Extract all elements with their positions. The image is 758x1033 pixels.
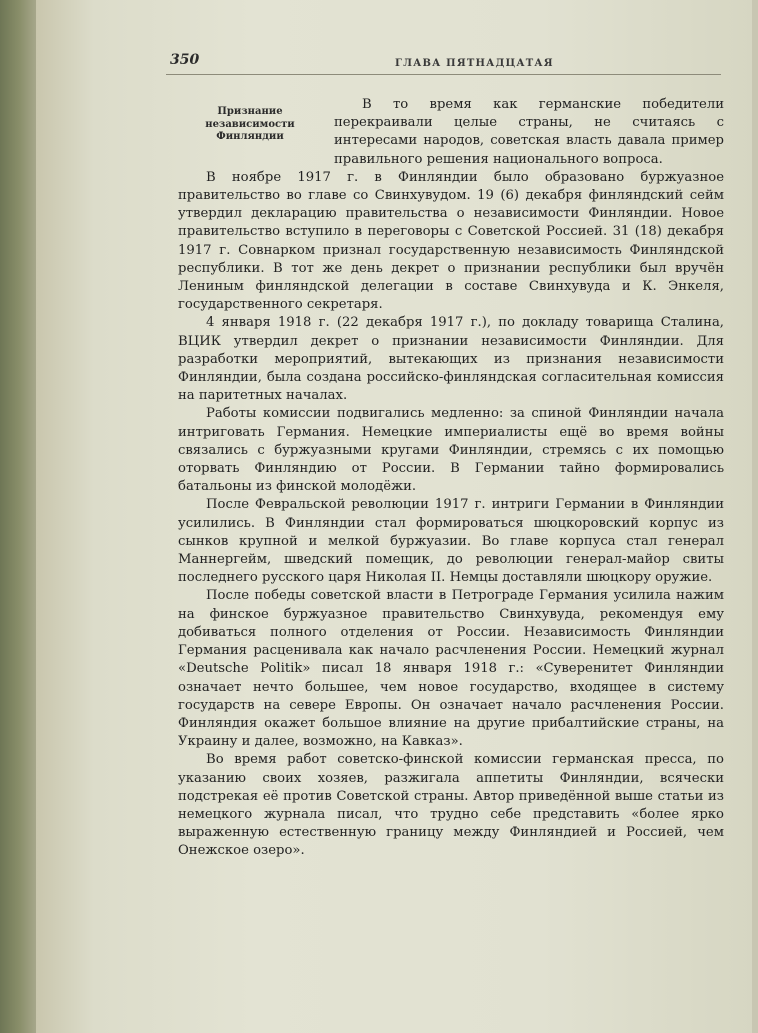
- margin-sidenote: Признание независимости Финляндии: [205, 106, 295, 142]
- sidenote-gap: [178, 96, 334, 167]
- body-text: [178, 96, 724, 861]
- paragraph: После победы советской власти в Петрограде Германия усилила нажим на финское буржуазное правительство Свинхувуда, рекомендуя ему добиваться полного отделения от России. Независимость Финляндии Германия расценивала как начало расчленения России. Немецкий журнал «Deutsche Politik» писал 18 января 1918 г.: «Суверенитет Финляндии означает нечто большее, чем новое государство, входящее в систему государств на севере Европы. Он означает начало расчленения России. Финляндия окажет большое влияние на другие прибалтийские страны, на Украину и далее, возможно, на Кавказ».: [178, 588, 724, 750]
- paragraph: В то время как германские победители перекраивали целые страны, не считаясь с интересами народов, советская власть давала пример правильного решения национального вопроса.: [334, 97, 724, 167]
- page-number: 350: [170, 52, 200, 68]
- paragraph: Работы комиссии подвигались медленно: за спиной Финляндии начала интриговать Германия. Немецкие империалисты ещё во время войны связались с буржуазными кругами Финляндии, стремясь с их помощью оторвать Финляндию от России. В Германии тайно формировались батальоны из финской молодёжи.: [178, 406, 724, 495]
- paragraph: В ноябре 1917 г. в Финляндии было образовано буржуазное правительство во главе со Свинхувудом. 19 (6) декабря финляндский сейм утвердил декларацию правительства о независимости Финляндии. Новое правительство вступило в переговоры с Советской Россией. 31 (18) декабря 1917 г. Совнарком признал государственную независимость Финляндской республики. В тот же день декрет о признании республики был вручён Лениным финляндской делегации в составе Свинхувуда и К. Энкеля, государственного секретаря.: [178, 169, 724, 313]
- book-spine: [0, 0, 36, 1033]
- paragraph: После Февральской революции 1917 г. интриги Германии в Финляндии усилились. В Финляндии стал формироваться шюцкоровский корпус из сынков крупной и мелкой буржуазии. Во главе корпуса стал генерал Маннергейм, шведский помещик, до революции генерал-майор свиты последнего русского царя Николая II. Немцы доставляли шюцкору оружие.: [178, 497, 724, 586]
- header-rule: [166, 74, 721, 75]
- paragraph: 4 января 1918 г. (22 декабря 1917 г.), по докладу товарища Сталина, ВЦИК утвердил декрет о признании независимости Финляндии. Для разработки мероприятий, вытекающих из признания независимости Финляндии, была создана российско-финляндская согласительная комиссия на паритетных началах.: [178, 315, 724, 404]
- running-title: ГЛАВА ПЯТНАДЦАТАЯ: [395, 58, 554, 69]
- paper-edge: [752, 0, 758, 1033]
- paragraph: Во время работ советско-финской комиссии германская пресса, по указанию своих хозяев, разжигала аппетиты Финляндии, всячески подстрекая её против Советской страны. Автор приведённой выше статьи из немецкого журнала писал, что трудно себе представить «более ярко выраженную естественную границу между Финляндией и Россией, чем Онежское озеро».: [178, 752, 724, 859]
